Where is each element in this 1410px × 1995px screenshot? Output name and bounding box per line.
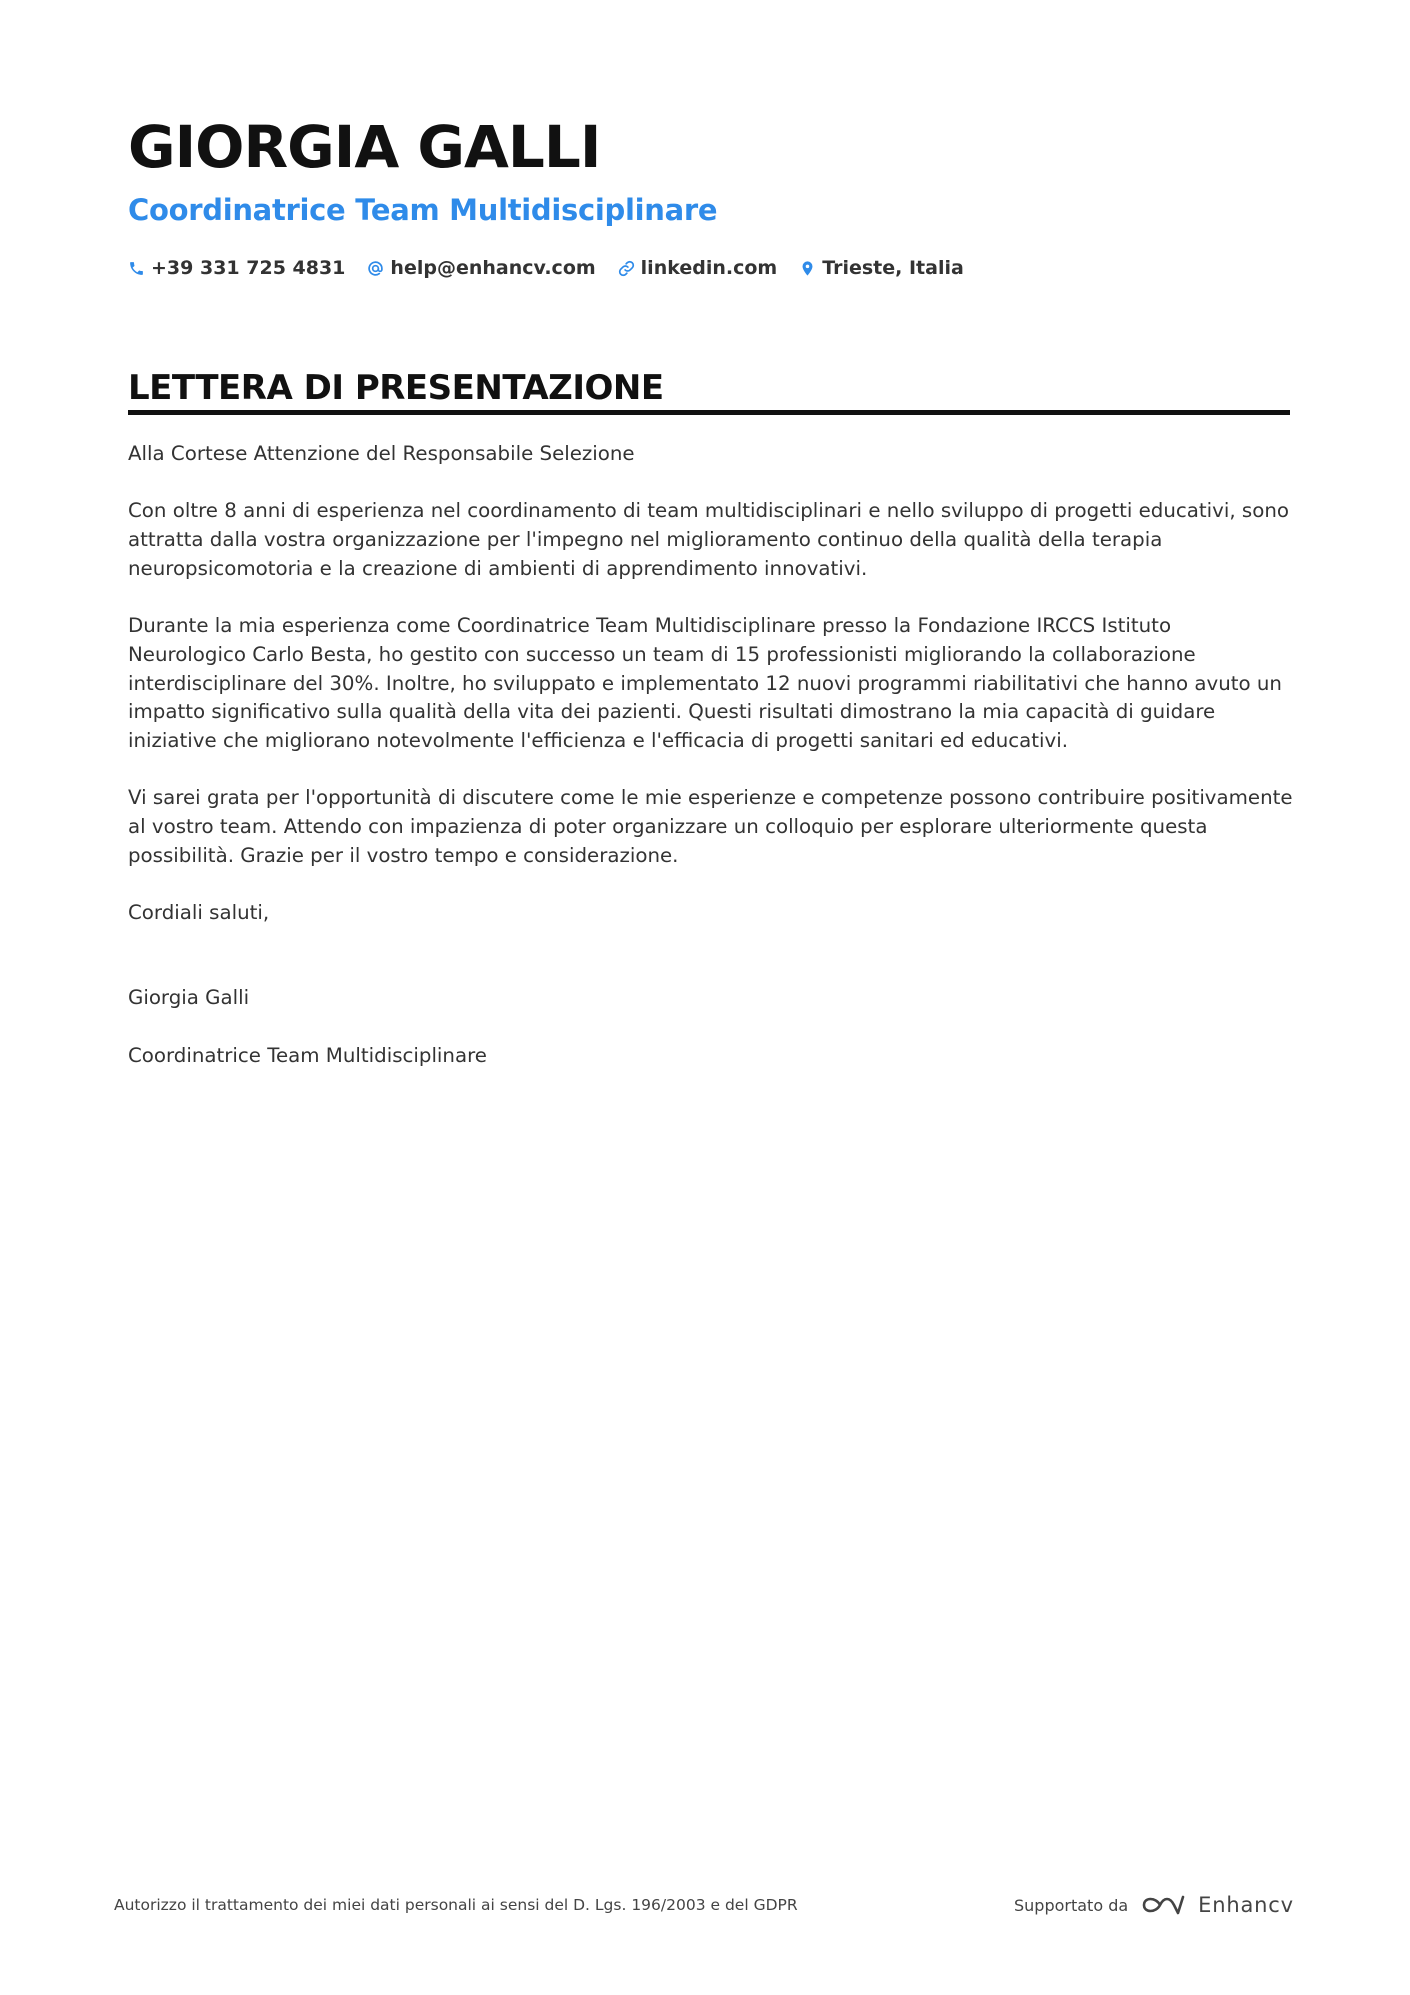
powered-by-label: Supportato da	[1014, 1895, 1129, 1915]
contact-email[interactable]	[367, 257, 595, 279]
section-title: LETTERA DI PRESENTAZIONE	[128, 368, 664, 408]
phone-icon	[128, 260, 145, 277]
letter-paragraph-2: Durante la mia esperienza come Coordinatrice Team Multidisciplinare presso la Fondazione IRCCS Istituto Neurologico Carlo Besta, ho gestito con successo un team di 15 professionisti migliorando la collaborazione interdisciplinare del 30%. Inoltre, ho sviluppato e implementato 12 nuovi programmi riabilitativi che hanno avuto un impatto significativo sulla qualità della vita dei pazienti. Questi risultati dimostrano la mia capacità di guidare iniziative che migliorano notevolmente l'efficienza e l'efficacia di progetti sanitari ed educativi.	[128, 614, 1282, 753]
contact-location-text: Trieste, Italia	[822, 257, 964, 279]
letter-closing: Cordiali saluti,	[128, 901, 270, 924]
contact-linkedin[interactable]	[618, 257, 778, 279]
section-divider	[128, 410, 1290, 415]
link-icon	[618, 260, 635, 277]
privacy-consent: Autorizzo il trattamento dei miei dati personali ai sensi del D. Lgs. 196/2003 e del GDPR	[114, 1896, 798, 1914]
at-icon	[367, 260, 384, 277]
contact-location	[799, 257, 964, 279]
contact-phone[interactable]	[128, 257, 345, 279]
contact-bar	[128, 253, 986, 283]
candidate-role: Coordinatrice Team Multidisciplinare	[128, 193, 718, 227]
signature-role: Coordinatrice Team Multidisciplinare	[128, 1044, 487, 1067]
letter-salutation: Alla Cortese Attenzione del Responsabile Selezione	[128, 442, 635, 465]
contact-phone-text: +39 331 725 4831	[151, 257, 346, 279]
enhancv-logo-icon	[1140, 1892, 1186, 1918]
letter-paragraph-3: Vi sarei grata per l'opportunità di discutere come le mie esperienze e competenze possono contribuire positivamente al vostro team. Attendo con impazienza di poter organizzare un colloquio per esplorare ulteriormente questa possibilità. Grazie per il vostro tempo e considerazione.	[128, 786, 1293, 867]
contact-email-text: help@enhancv.com	[390, 257, 596, 279]
letter-paragraph-1: Con oltre 8 anni di esperienza nel coordinamento di team multidisciplinari e nello sviluppo di progetti educativi, sono attratta dalla vostra organizzazione per l'impegno nel miglioramento continuo della qualità della terapia neuropsicomotoria e la creazione di ambienti di apprendimento innovativi.	[128, 499, 1289, 580]
powered-by[interactable]	[1014, 1888, 1294, 1922]
candidate-name: GIORGIA GALLI	[128, 113, 601, 181]
brand-name: Enhancv	[1198, 1893, 1294, 1917]
signature-name: Giorgia Galli	[128, 986, 250, 1009]
contact-linkedin-text: linkedin.com	[640, 257, 778, 279]
location-icon	[799, 260, 816, 277]
